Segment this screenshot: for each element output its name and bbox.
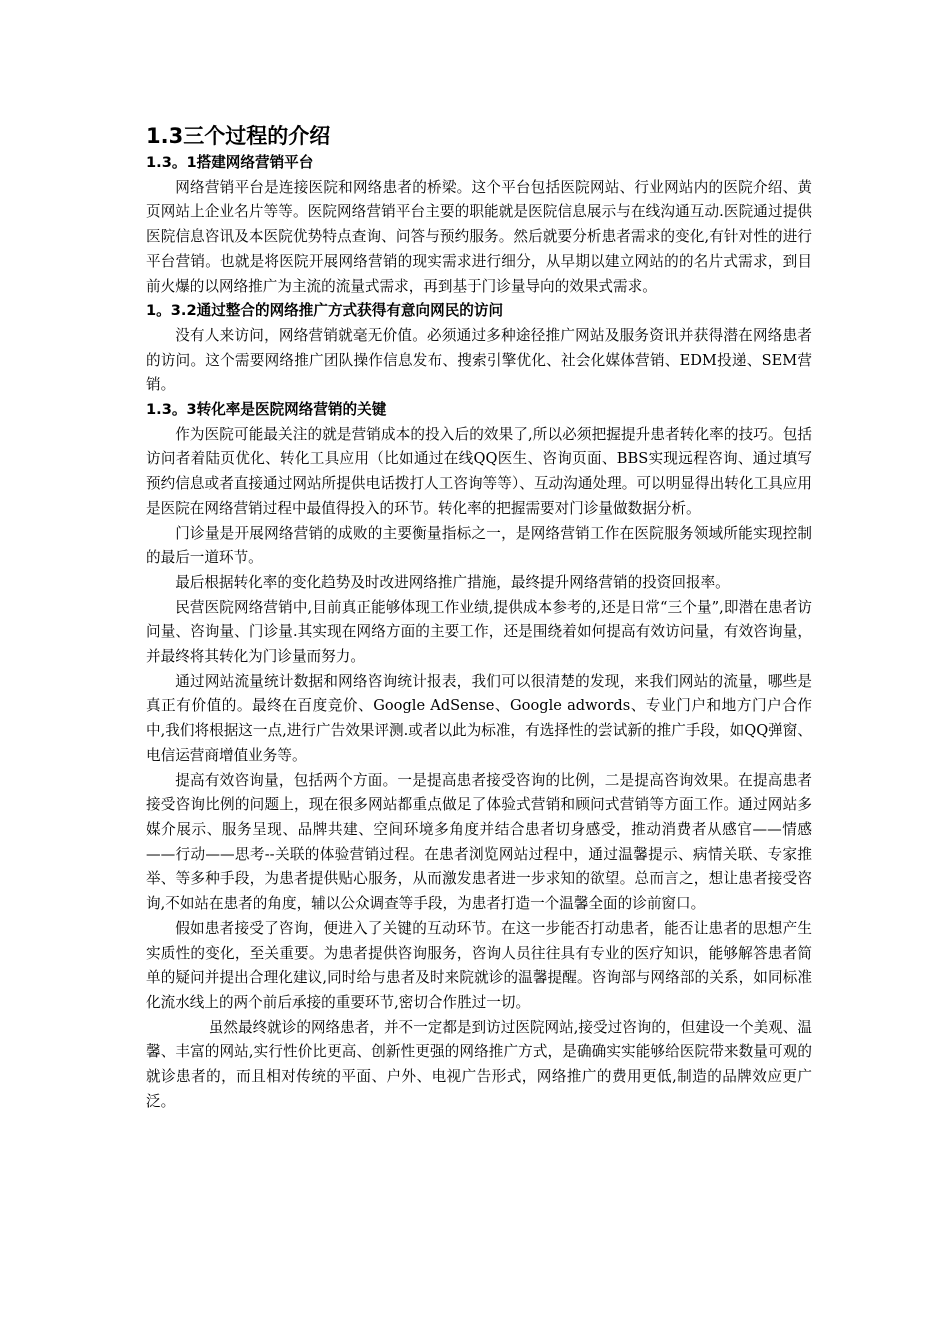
paragraph: 通过网站流量统计数据和网络咨询统计报表，我们可以很清楚的发现，来我们网站的流量，哪些是真正有价值的。最终在百度竞价、Google AdSense、Google adwords、专业门户和地方门户合作中,我们将根据这一点,进行广告效果评测.或者以此为标准，有选择性的尝试新的推广手段，如QQ弹窗、电信运营商增值业务等。: [146, 672, 812, 764]
paragraph: 最后根据转化率的变化趋势及时改进网络推广措施，最终提升网络营销的投资回报率。: [175, 573, 730, 591]
subsection-heading-1-3-3: 1.3。3转化率是医院网络营销的关键: [146, 401, 387, 419]
paragraph: 门诊量是开展网络营销的成败的主要衡量指标之一，是网络营销工作在医院服务领域所能实现控制的最后一道环节。: [146, 524, 812, 567]
document-page: [146, 121, 812, 1114]
subsection-heading-1-3-1: 1.3。1搭建网络营销平台: [146, 154, 314, 171]
subsection-heading-1-3-2: 1。3.2通过整合的网络推广方式获得有意向网民的访问: [146, 302, 504, 320]
paragraph: 网络营销平台是连接医院和网络患者的桥梁。这个平台包括医院网站、行业网站内的医院介绍、黄页网站上企业名片等等。医院网络营销平台主要的职能就是医院信息展示与在线沟通互动.医院通过提供医院信息咨讯及本医院优势特点查询、问答与预约服务。然后就要分析患者需求的变化,有针对性的进行平台营销。也就是将医院开展网络营销的现实需求进行细分，从早期以建立网站的的名片式需求，到目前火爆的以网络推广为主流的流量式需求，再到基于门诊量导向的效果式需求。: [146, 178, 812, 295]
section-title: 1.3三个过程的介绍: [146, 124, 331, 148]
paragraph: 假如患者接受了咨询，便进入了关键的互动环节。在这一步能否打动患者，能否让患者的思想产生实质性的变化，至关重要。为患者提供咨询服务，咨询人员往往具有专业的医疗知识，能够解答患者简单的疑问并提出合理化建议,同时给与患者及时来院就诊的温馨提醒。咨询部与网络部的关系，如同标准化流水线上的两个前后承接的重要环节,密切合作胜过一切。: [146, 919, 812, 1011]
paragraph: 提高有效咨询量，包括两个方面。一是提高患者接受咨询的比例，二是提高咨询效果。在提高患者接受咨询比例的问题上，现在很多网站都重点做足了体验式营销和顾问式营销等方面工作。通过网站多媒介展示、服务呈现、品牌共建、空间环境多角度并结合患者切身感受，推动消费者从感官——情感——行动——思考--关联的体验营销过程。在患者浏览网站过程中，通过温馨提示、病情关联、专家推举、等多种手段，为患者提供贴心服务，从而激发患者进一步求知的欲望。总而言之，想让患者接受咨询,不如站在患者的角度，辅以公众调查等手段，为患者打造一个温馨全面的诊前窗口。: [146, 771, 812, 913]
paragraph: 虽然最终就诊的网络患者，并不一定都是到访过医院网站,接受过咨询的，但建设一个美观、温馨、丰富的网站,实行性价比更高、创新性更强的网络推广方式，是确确实实能够给医院带来数量可观的就诊患者的，而且相对传统的平面、户外、电视广告形式，网络推广的费用更低,制造的品牌效应更广泛。: [146, 1018, 812, 1110]
paragraph: 民营医院网络营销中,目前真正能够体现工作业绩,提供成本参考的,还是日常“三个量”,即潜在患者访问量、咨询量、门诊量.其实现在网络方面的主要工作，还是围绕着如何提高有效访问量，有效咨询量，并最终将其转化为门诊量而努力。: [146, 598, 812, 666]
paragraph: 作为医院可能最关注的就是营销成本的投入后的效果了,所以必须把握提升患者转化率的技巧。包括访问者着陆页优化、转化工具应用（比如通过在线QQ医生、咨询页面、BBS实现远程咨询、通过填写预约信息或者直接通过网站所提供电话拨打人工咨询等等）、互动沟通处理。可以明显得出转化工具应用是医院在网络营销过程中最值得投入的环节。转化率的把握需要对门诊量做数据分析。: [146, 425, 812, 517]
paragraph: 没有人来访问，网络营销就毫无价值。必须通过多种途径推广网站及服务资讯并获得潜在网络患者的访问。这个需要网络推广团队操作信息发布、搜索引擎优化、社会化媒体营销、EDM投递、SEM营销。: [146, 326, 812, 394]
